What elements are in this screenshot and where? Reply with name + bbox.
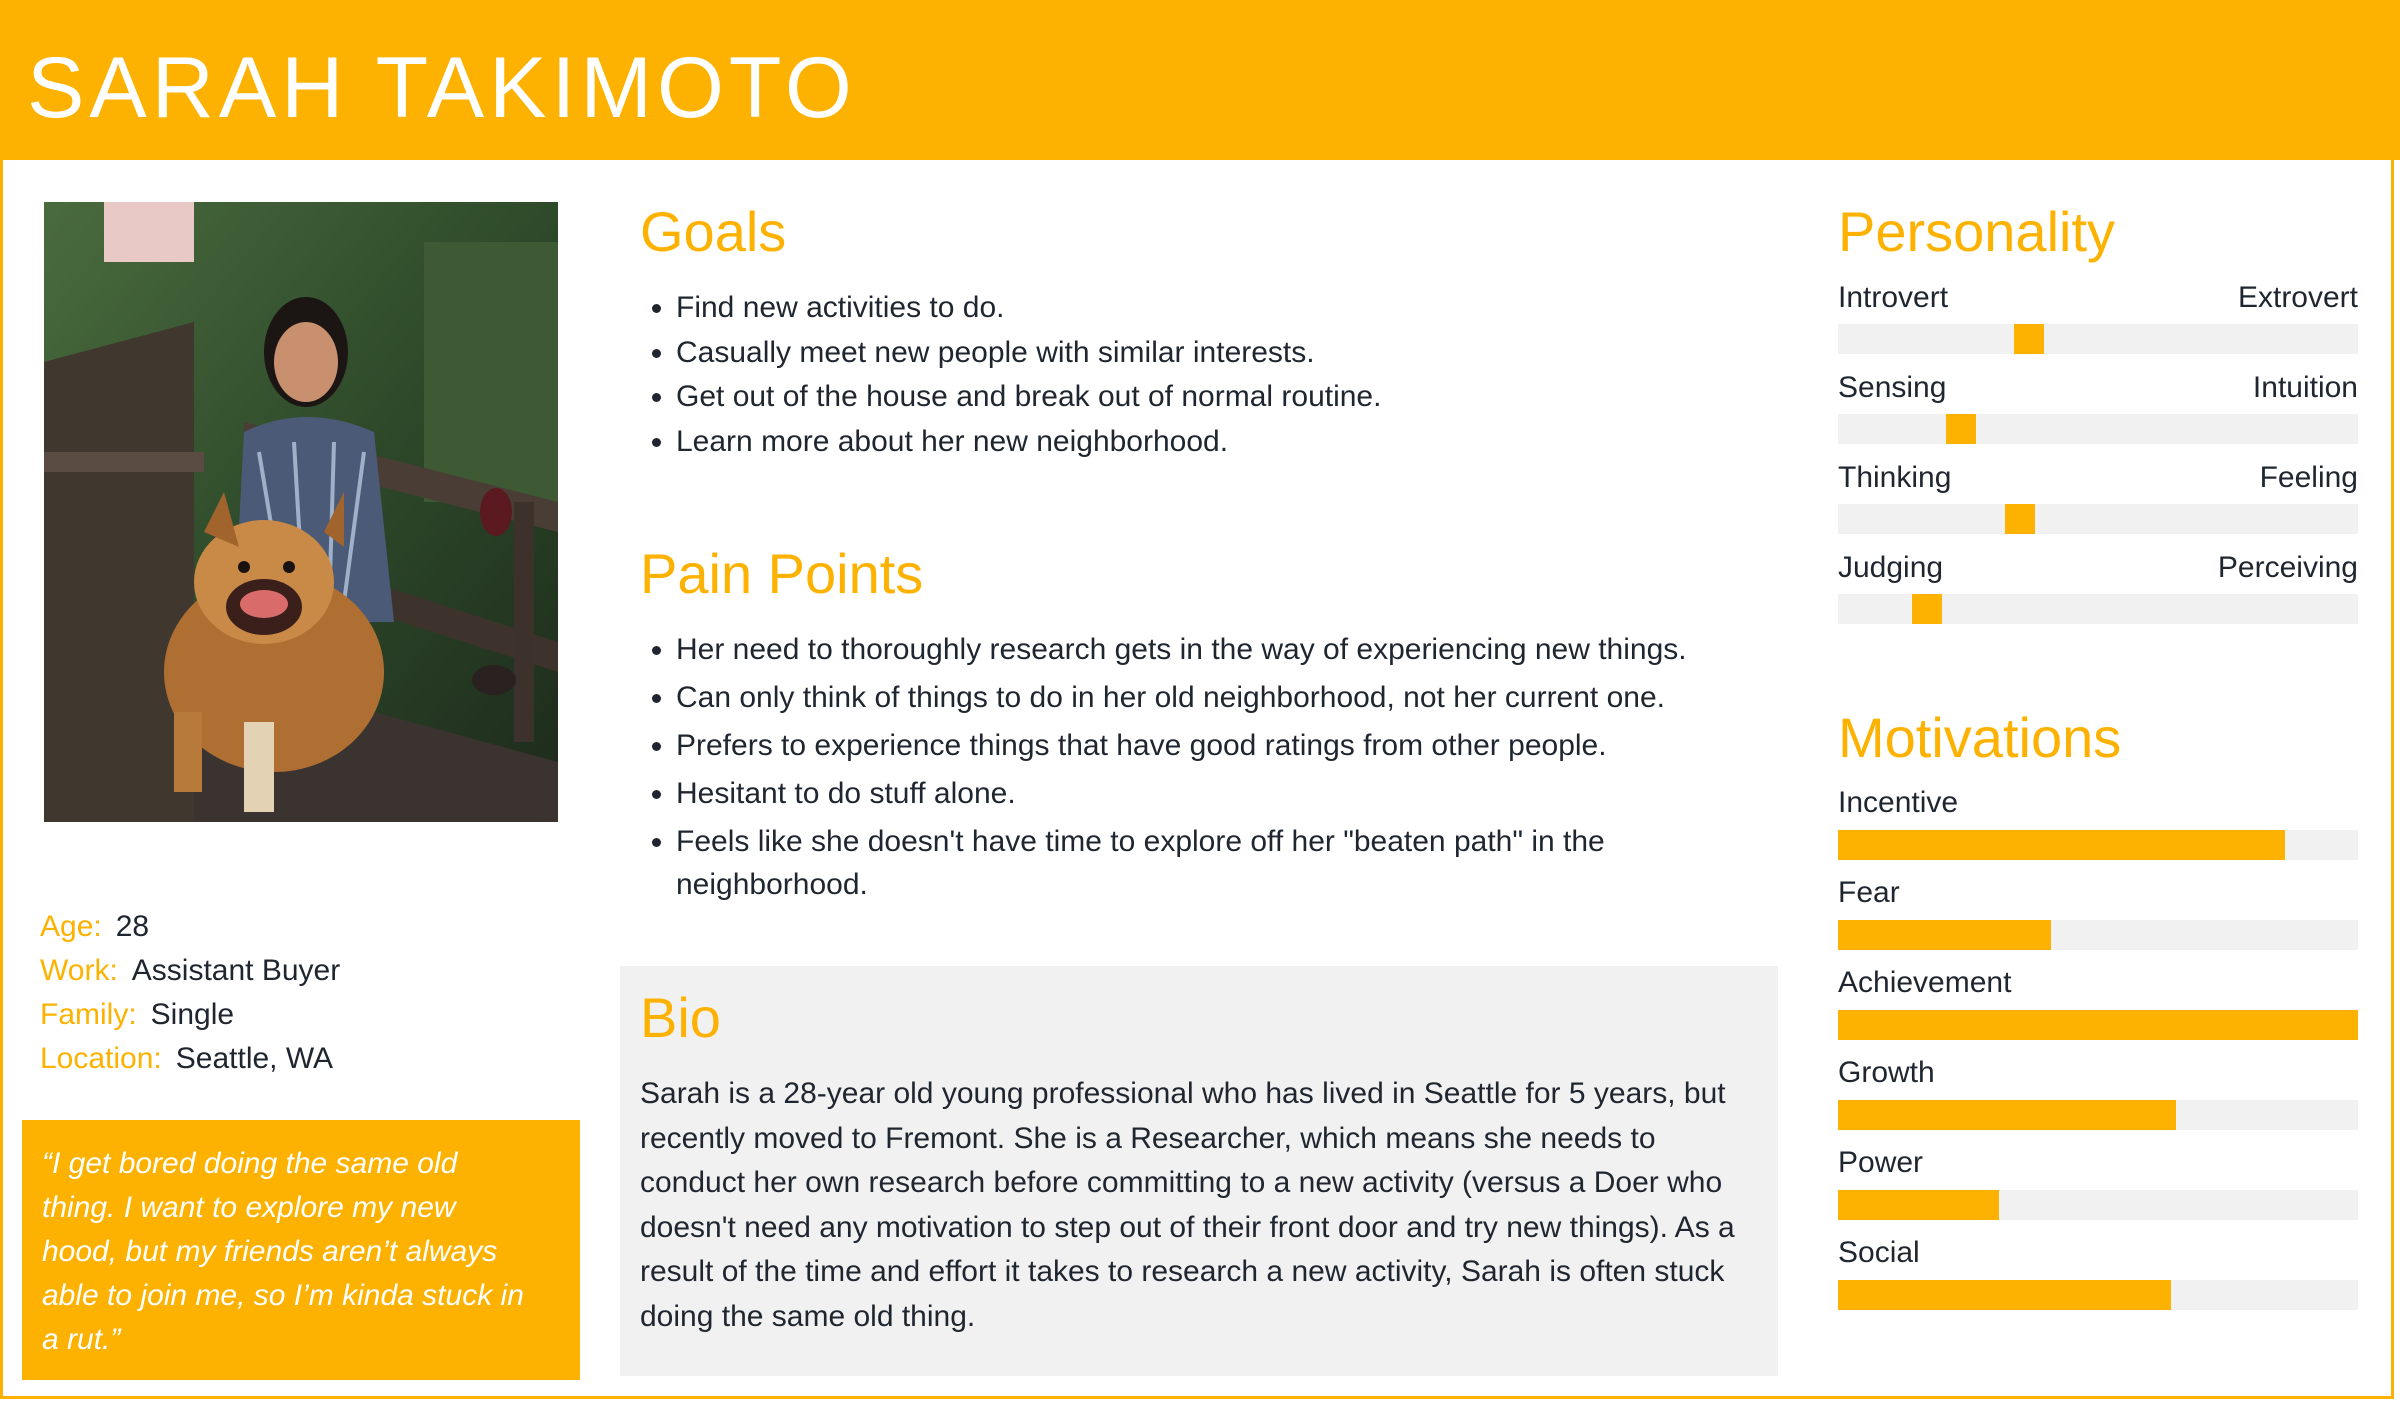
list-item: • Hesitant to do stuff alone. [676,772,1786,815]
motivation-track [1838,830,2358,860]
motivation-label: Growth [1838,1056,1935,1089]
family-row [40,993,340,1037]
location-label: Location: [40,1042,162,1075]
motivations-title: Motivations [1838,706,2122,769]
list-item: • Prefers to experience things that have good ratings from other people. [676,724,1786,767]
motivation-track [1838,1100,2358,1130]
motivation-label: Social [1838,1236,1920,1269]
personality-scale-labels [1838,460,2358,496]
personality-marker [2014,324,2044,354]
scale-right-label: Feeling [2259,461,2358,494]
quote-box [22,1120,580,1380]
goals-title: Goals [640,200,787,263]
personality-track [1838,414,2358,444]
bio-text: Sarah is a 28-year old young professional who has lived in Seattle for 5 years, but recently moved to Fremont. She is a Researcher, which means she needs to conduct her own research before committing to a new activity (versus a Doer who doesn't need any motivation to step out of their front door and try new things). As a result of the time and effort it takes to research a new activity, Sarah is often stuck doing the same old thing. [640,1077,1735,1333]
scale-left-label: Judging [1838,551,1944,584]
personality-track [1838,324,2358,354]
motivation-label: Incentive [1838,786,1959,819]
motivation-bar [1838,1190,1999,1220]
list-item: • Can only think of things to do in her old neighborhood, not her current one. [676,676,1786,719]
motivation-track [1838,920,2358,950]
list-item: • Casually meet new people with similar interests. [676,331,1786,376]
work-label: Work: [40,954,118,987]
personality-scale-labels [1838,370,2358,406]
location-value: Seattle, WA [175,1042,334,1075]
scale-right-label: Extrovert [2237,281,2358,314]
age-value: 28 [115,910,150,943]
header-bar [0,0,2400,160]
scale-left-label: Introvert [1838,281,1949,314]
work-row [40,949,340,993]
bio-box [620,966,1778,1376]
pain-points-title: Pain Points [640,542,924,605]
location-row [40,1037,340,1081]
personality-marker [2005,504,2035,534]
personality-marker [1912,594,1942,624]
age-row [40,905,340,949]
list-item: • Find new activities to do. [676,286,1786,331]
personality-scale-labels [1838,280,2358,316]
scale-left-label: Thinking [1838,461,1952,494]
motivation-bar [1838,920,2051,950]
motivation-label: Power [1838,1146,1924,1179]
list-item: • Learn more about her new neighborhood. [676,420,1786,465]
work-value: Assistant Buyer [131,954,341,987]
personality-marker [1946,414,1976,444]
motivation-bar [1838,830,2285,860]
personality-track [1838,594,2358,624]
motivation-track [1838,1190,2358,1220]
persona-quote: “I get bored doing the same old thing. I want to explore my new hood, but my friends aren’t always able to join me, so I’m kinda stuck in a rut.” [42,1147,524,1356]
motivation-label: Achievement [1838,966,2012,999]
scale-left-label: Sensing [1838,371,1947,404]
list-item: • Get out of the house and break out of normal routine. [676,375,1786,420]
motivation-bar [1838,1100,2176,1130]
motivation-bar [1838,1010,2358,1040]
personality-title: Personality [1838,200,2116,263]
persona-photo [44,202,558,822]
bio-title: Bio [640,986,721,1049]
pain-points-list [640,628,1786,911]
personality-track [1838,504,2358,534]
scale-right-label: Perceiving [2217,551,2358,584]
age-label: Age: [40,910,102,943]
motivation-label: Fear [1838,876,1900,909]
scale-right-label: Intuition [2252,371,2358,404]
goals-list [640,286,1786,464]
family-value: Single [150,998,235,1031]
personality-scale-labels [1838,550,2358,586]
family-label: Family: [40,998,137,1031]
profile-info [40,905,340,1081]
list-item: • Her need to thoroughly research gets in the way of experiencing new things. [676,628,1786,671]
motivation-bar [1838,1280,2171,1310]
list-item: • Feels like she doesn't have time to explore off her "beaten path" in the neighborhood. [676,820,1786,906]
motivation-track [1838,1010,2358,1040]
motivation-track [1838,1280,2358,1310]
persona-name: SARAH TAKIMOTO [27,40,857,136]
